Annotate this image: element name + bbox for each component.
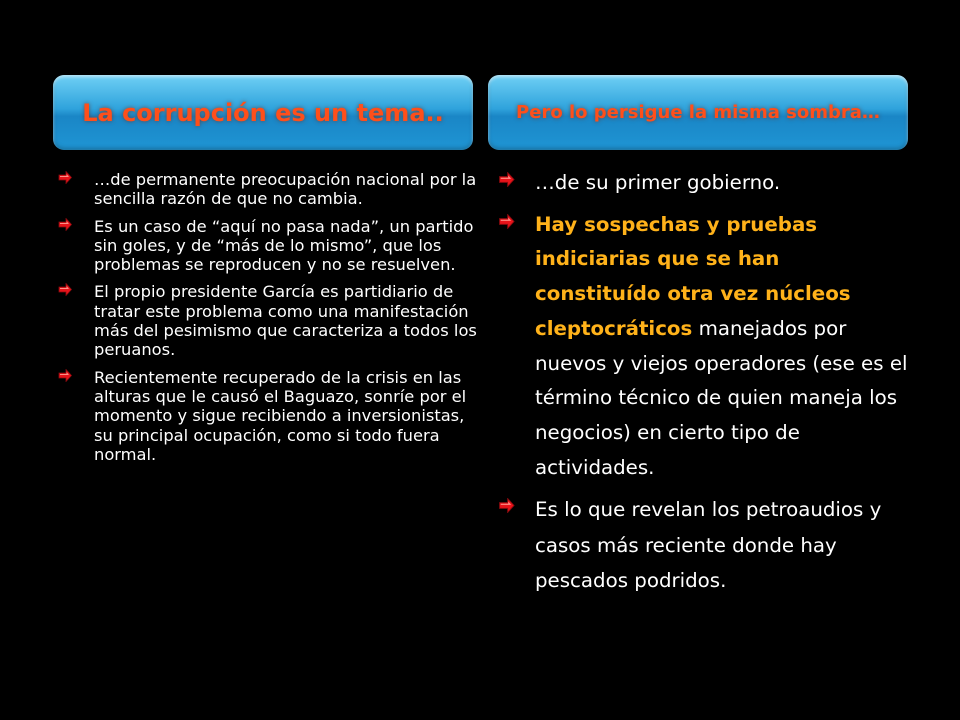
list-item (58, 170, 478, 209)
arrow-bullet-icon (498, 498, 515, 513)
arrow-bullet-icon (498, 172, 515, 187)
list-item-text: …de su primer gobierno. (535, 171, 781, 194)
arrow-bullet-icon (58, 171, 72, 184)
list-item (498, 166, 908, 201)
list-item (58, 282, 478, 359)
list-item-text: Es lo que revelan los petroaudios y casos más reciente donde hay pescados podridos. (535, 498, 882, 593)
list-item-text: Recientemente recuperado de la crisis en las alturas que le causó el Baguazo, sonríe por el momento y sigue recibiendo a inversionistas, su principal ocupación, como si todo fuera normal. (94, 367, 467, 464)
arrow-bullet-icon (58, 369, 72, 382)
left-heading-text: La corrupción es un tema.. (82, 98, 444, 127)
arrow-bullet-icon (58, 218, 72, 231)
left-column-heading (53, 75, 473, 150)
list-item-text: …de permanente preocupación nacional por la sencilla razón de que no cambia. (94, 170, 477, 209)
list-item (498, 208, 908, 486)
left-bullet-list (58, 170, 478, 472)
highlighted-text: Hay sospechas y pruebas indiciarias que se han constituído otra vez núcleos cleptocráticos (535, 212, 851, 340)
list-item-text: Es un caso de “aquí no pasa nada”, un partido sin goles, y de “más de lo mismo”, que los problemas se reproducen y no se resuelven. (94, 216, 474, 275)
list-item (58, 368, 478, 464)
right-bullet-list (498, 166, 908, 606)
list-item (58, 217, 478, 275)
arrow-bullet-icon (498, 214, 515, 229)
right-column-heading (488, 75, 908, 150)
arrow-bullet-icon (58, 283, 72, 296)
list-item (498, 492, 908, 599)
right-heading-text: Pero lo persigue la misma sombra… (516, 102, 880, 123)
list-item-text: El propio presidente García es partidiario de tratar este problema como una manifestación más del pesimismo que caracteriza a todos los peruanos. (94, 282, 477, 360)
list-item-text: manejados por nuevos y viejos operadores (ese es el término técnico de quien maneja los negocios) en cierto tipo de actividades. (535, 316, 908, 479)
